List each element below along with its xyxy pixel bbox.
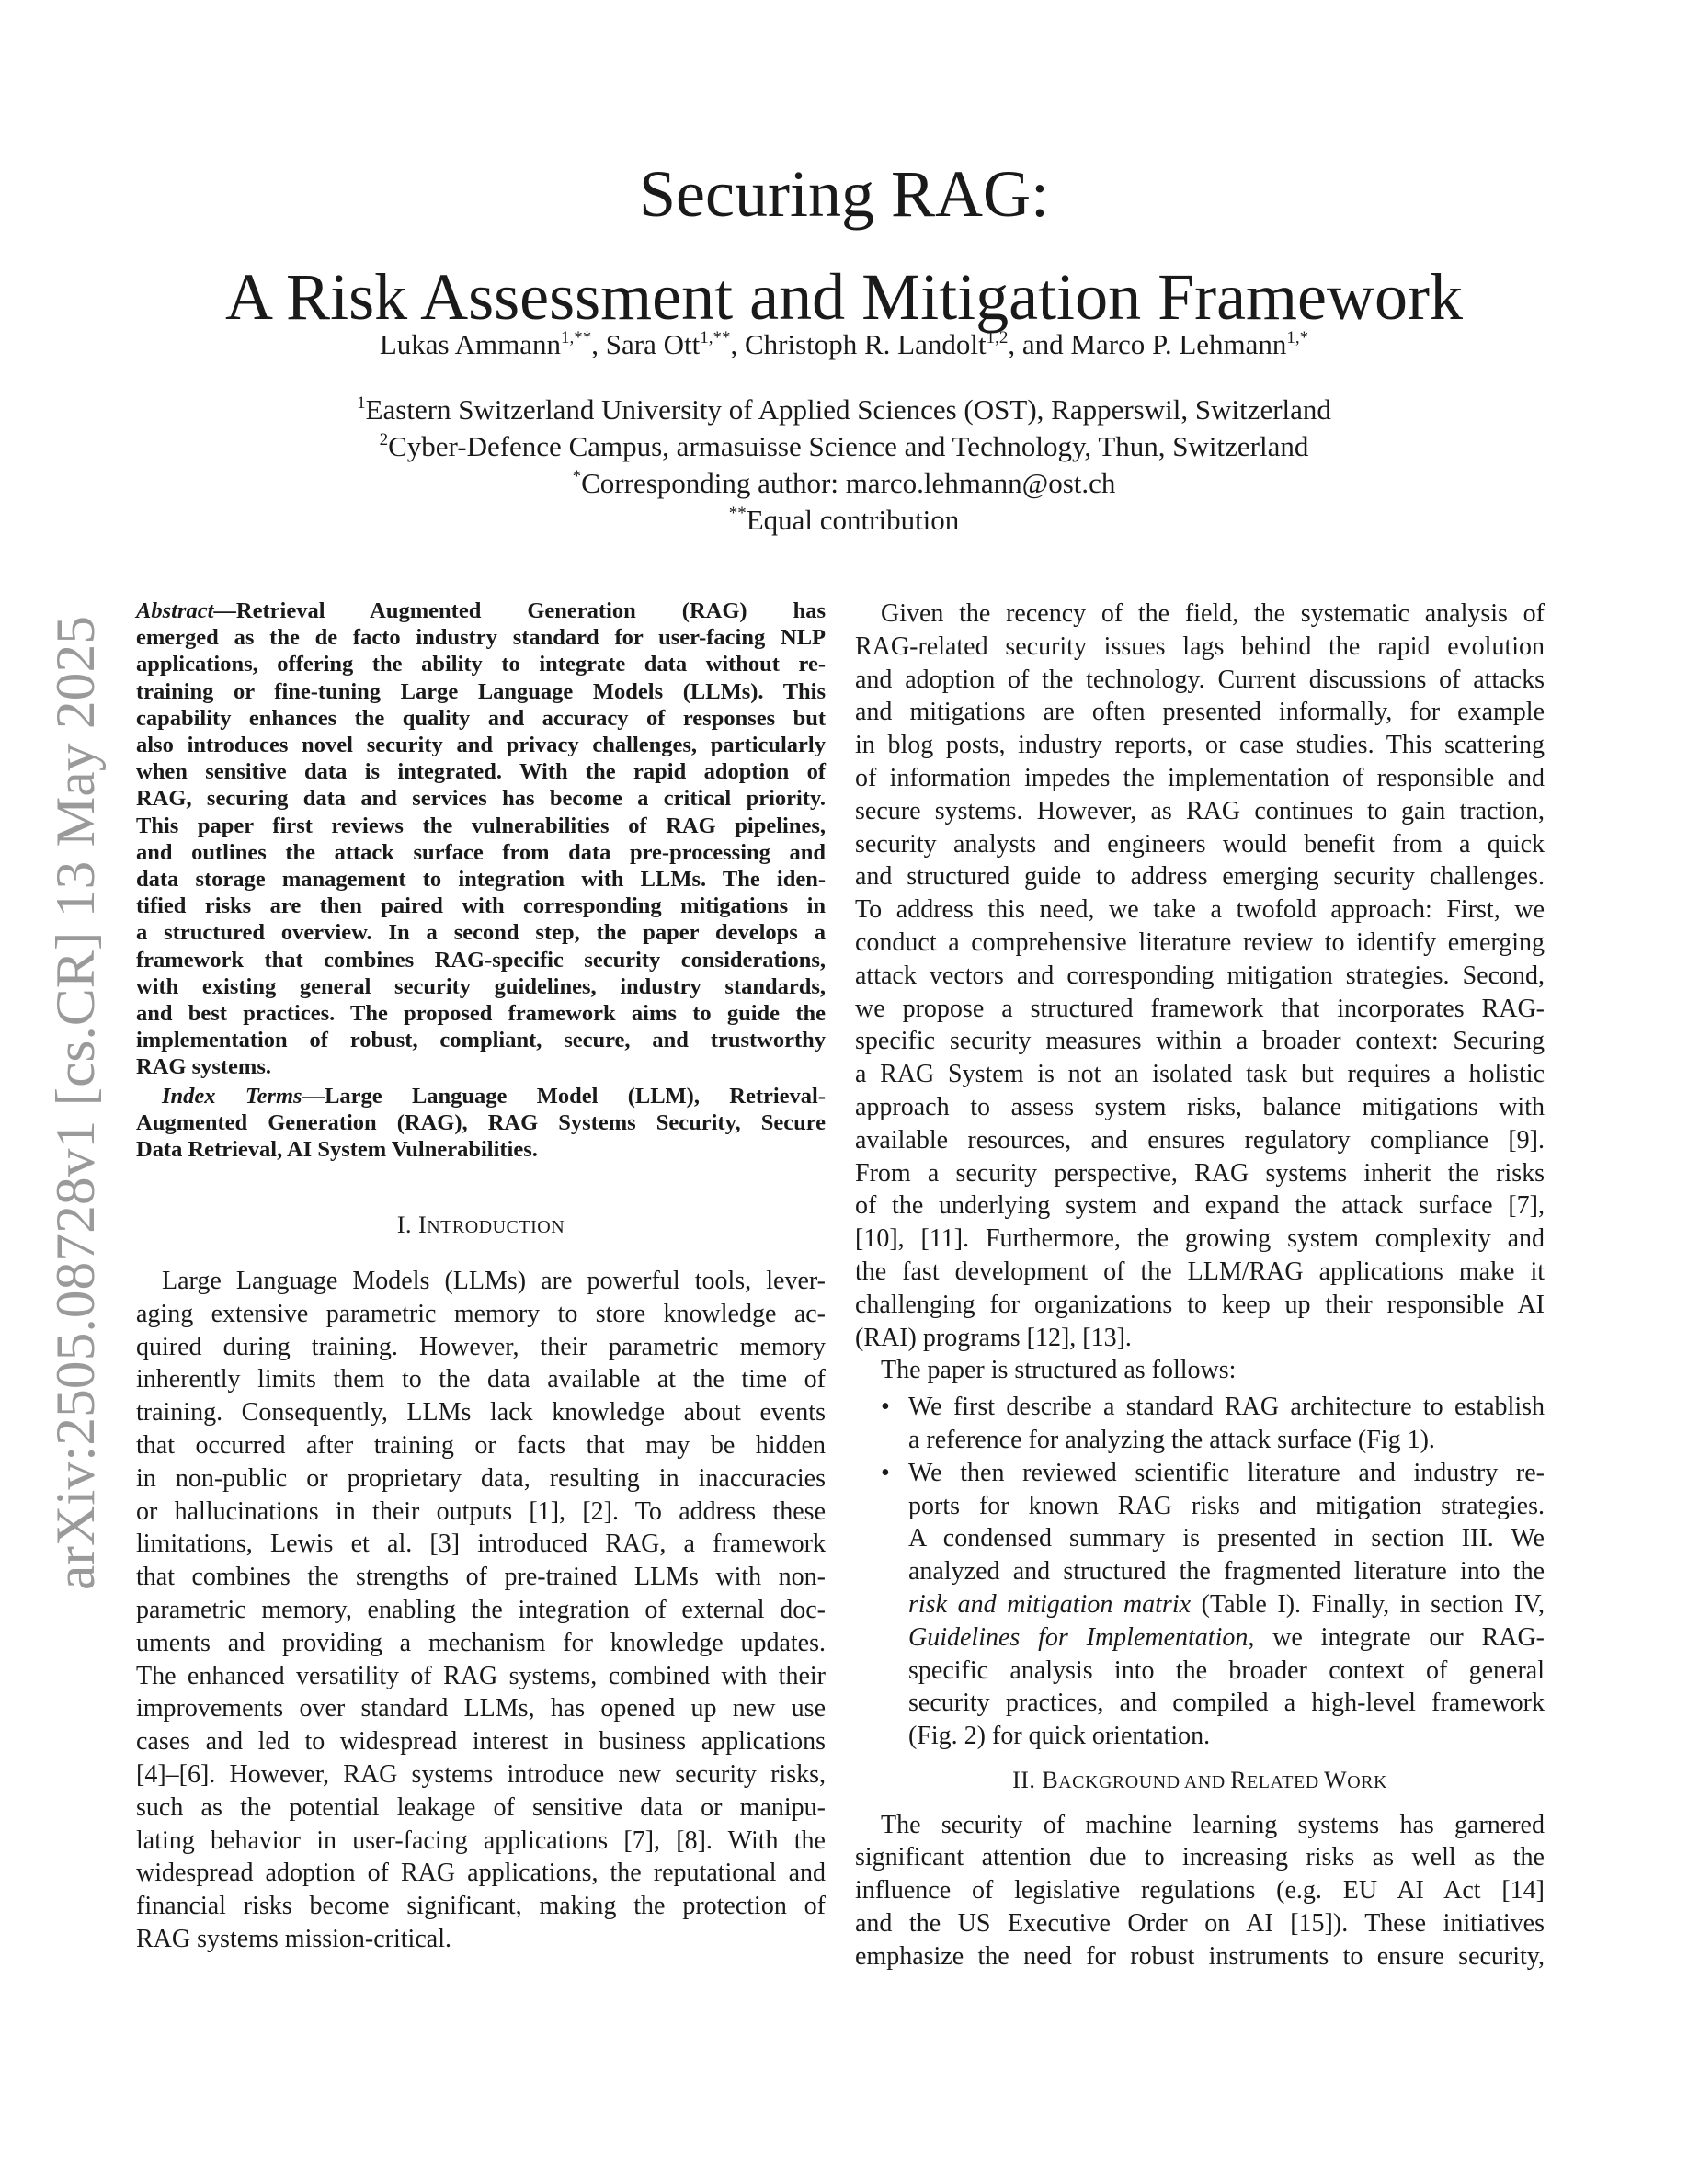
author-name: Lukas Ammann [379,328,562,360]
text-line: significant attention due to increasing risks as well as the [855,1843,1545,1872]
affiliation-line [0,428,1688,465]
abstract [136,597,826,1081]
author-affiliation-mark: 1,** [561,328,592,347]
text-line: training. Consequently, LLMs lack knowledge about events [136,1398,826,1428]
abstract-line: applications, offering the ability to integrate data without re- [136,652,826,677]
bullet-icon: • [881,1458,890,1487]
text-line: in blog posts, industry reports, or case studies. This scattering [855,731,1545,760]
text-line: challenging for organizations to keep up their responsible AI [855,1290,1545,1319]
text-line: (RAI) programs [12], [13]. [855,1323,1132,1352]
text-line: that combines the strengths of pre-trained LLMs with non- [136,1563,826,1592]
text-line: The security of machine learning systems has garnered [881,1810,1545,1839]
author-affiliation-mark: 1,* [1286,328,1309,347]
affiliation-mark: 1 [357,393,366,413]
text-line: Given the recency of the field, the systematic analysis of [881,599,1545,628]
abstract-line: RAG, securing data and services has become a critical priority. [136,786,826,812]
text-line: of information impedes the implementation of responsible and [855,763,1545,792]
abstract-line: training or fine-tuning Large Language Models (LLMs). This [136,678,826,704]
affiliation-line [0,392,1688,428]
text-line: The enhanced versatility of RAG systems, combined with their [136,1661,826,1690]
structure-intro-line: The paper is structured as follows: [881,1356,1237,1385]
abstract-line: and best practices. The proposed framework aims to guide the [136,1001,826,1027]
list-item [855,1391,1545,1457]
text-line: limitations, Lewis et al. [3] introduced RAG, a framework [136,1530,826,1559]
introduction-paragraph [136,1265,826,1956]
text-line: cases and led to widespread interest in business applications [136,1727,826,1757]
bullet-icon: • [881,1393,890,1422]
abstract-line: when sensitive data is integrated. With the rapid adoption of [136,759,826,785]
title-line-1: Securing RAG: [639,157,1049,231]
affiliation-mark: * [572,467,582,486]
author-affiliation-mark: 1,2 [986,328,1009,347]
abstract-line: also introduces novel security and privacy challenges, particularly [136,733,826,758]
text-line: We then reviewed scientific literature and industry re- [908,1458,1545,1487]
author-separator: , [730,328,745,360]
arxiv-stamp-text: arXiv:2505.08728v1 [cs.CR] 13 May 2025 [45,640,106,1590]
text-line: approach to assess system risks, balance mitigations with [855,1092,1545,1121]
index-terms-line: Index Terms—Large Language Model (LLM), Retrieval- [162,1083,826,1109]
text-line: widespread adoption of RAG applications, the reputational and [136,1859,826,1888]
text-line: [10], [11]. Furthermore, the growing system complexity and [855,1224,1545,1254]
text-line: a reference for analyzing the attack surface (Fig 1). [908,1425,1435,1454]
abstract-line: framework that combines RAG-specific security considerations, [136,947,826,973]
text-line: To address this need, we take a twofold approach: First, we [855,895,1545,925]
text-line: the fast development of the LLM/RAG applications make it [855,1257,1545,1286]
text-line: uments and providing a mechanism for knowledge updates. [136,1628,826,1657]
text-line: a RAG System is not an isolated task but requires a holistic [855,1060,1545,1089]
text-line: inherently limits them to the data available at the time of [136,1365,826,1394]
abstract-line: RAG systems. [136,1054,271,1080]
index-terms-line: Data Retrieval, AI System Vulnerabilities. [136,1137,538,1163]
contribution-list [855,1391,1545,1753]
title-line-2: A Risk Assessment and Mitigation Framework [225,260,1463,334]
arxiv-stamp [37,597,110,1590]
abstract-line: emerged as the de facto industry standard for user-facing NLP [136,625,826,651]
text-line: From a security perspective, RAG systems inherit the risks [855,1158,1545,1188]
abstract-line: implementation of robust, compliant, secure, and trustworthy [136,1028,826,1053]
text-line: and structured guide to address emerging security challenges. [855,862,1545,892]
index-terms [136,1083,826,1164]
text-line: parametric memory, enabling the integration of external doc- [136,1596,826,1625]
author-name: Sara Ott [605,328,701,360]
affiliation-text: Equal contribution [746,504,960,536]
left-column [136,597,826,1956]
text-line: influence of legislative regulations (e.g. EU AI Act [14] [855,1876,1545,1905]
affiliation-text: Eastern Switzerland University of Applied Sciences (OST), Rapperswil, Switzerland [365,393,1331,426]
author-list [0,328,1688,361]
text-line: specific analysis into the broader context of general [908,1655,1545,1685]
emphasis-term: Guidelines for Implementation [908,1622,1249,1652]
section-heading-introduction: I. INTRODUCTION [396,1211,565,1239]
text-line: conduct a comprehensive literature review to identify emerging [855,927,1545,957]
abstract-label: Abstract [136,598,214,623]
abstract-line: Abstract—Retrieval Augmented Generation (RAG) has [136,598,826,623]
text-line: and adoption of the technology. Current discussions of attacks [855,665,1545,694]
text-line: we propose a structured framework that incorporates RAG- [855,994,1545,1023]
text-line: specific security measures within a broader context: Securing [855,1027,1545,1056]
abstract-line: This paper first reviews the vulnerabilities of RAG pipelines, [136,813,826,838]
abstract-line: capability enhances the quality and accuracy of responses but [136,705,826,731]
emphasis-term: risk and mitigation matrix [908,1589,1192,1619]
paper-title [0,142,1688,348]
index-terms-label: Index Terms [162,1083,302,1109]
text-line: or hallucinations in their outputs [1], [2]. To address these [136,1496,826,1526]
text-line: secure systems. However, as RAG continues to gain traction, [855,796,1545,825]
text-line: A condensed summary is presented in section III. We [908,1524,1545,1553]
abstract-line: a structured overview. In a second step, the paper develops a [136,920,826,946]
abstract-line: with existing general security guidelines, industry standards, [136,973,826,999]
text-line: aging extensive parametric memory to store knowledge ac- [136,1299,826,1328]
text-line: and the US Executive Order on AI [15]). These initiatives [855,1909,1545,1939]
text-line: lating behavior in user-facing applications [7], [8]. With the [136,1826,826,1855]
text-line: Large Language Models (LLMs) are powerful tools, lever- [162,1267,826,1296]
affiliation-line [0,502,1688,539]
motivation-paragraph [855,597,1545,1354]
text-line: such as the potential leakage of sensitive data or manipu- [136,1792,826,1822]
text-line: quired during training. However, their parametric memory [136,1332,826,1361]
author-separator: , and [1008,328,1071,360]
affiliation-text: Cyber-Defence Campus, armasuisse Science and Technology, Thun, Switzerland [388,430,1309,462]
affiliation-line [0,465,1688,502]
background-paragraph [855,1809,1545,1974]
text-line: emphasize the need for robust instruments to ensure security, [855,1941,1545,1971]
text-line: RAG-related security issues lags behind the rapid evolution [855,631,1545,661]
text-line: of the underlying system and expand the attack surface [7], [855,1191,1545,1221]
abstract-line: tified risks are then paired with corresponding mitigations in [136,893,826,919]
text-line: security analysts and engineers would benefit from a quick [855,829,1545,859]
abstract-line: data storage management to integration with LLMs. The iden- [136,867,826,893]
index-terms-line: Augmented Generation (RAG), RAG Systems Security, Secure [136,1109,826,1135]
text-line: available resources, and ensures regulatory compliance [9]. [855,1125,1545,1155]
text-line: and mitigations are often presented informally, for example [855,698,1545,727]
abstract-line: and outlines the attack surface from data pre-processing and [136,839,826,865]
text-line: that occurred after training or facts that may be hidden [136,1431,826,1461]
author-name: Marco P. Lehmann [1070,328,1287,360]
affiliation-text: Corresponding author: marco.lehmann@ost.ch [581,467,1116,499]
affiliation-mark: 2 [379,430,389,449]
text-line: analyzed and structured the fragmented literature into the [908,1557,1545,1587]
text-line: improvements over standard LLMs, has opened up new use [136,1694,826,1723]
affiliations [0,392,1688,539]
affiliation-mark: ** [728,504,747,523]
text-line: risk and mitigation matrix (Table I). Finally, in section IV, [908,1589,1545,1619]
text-line: attack vectors and corresponding mitigation strategies. Second, [855,961,1545,990]
right-column [855,597,1545,1974]
text-line: security practices, and compiled a high-level framework [908,1689,1545,1718]
text-line: ports for known RAG risks and mitigation strategies. [908,1491,1545,1520]
text-line: We first describe a standard RAG architecture to establish [908,1393,1545,1422]
text-line: in non-public or proprietary data, resulting in inaccuracies [136,1463,826,1493]
section-heading-background: II. BACKGROUND AND RELATED WORK [1012,1766,1387,1793]
text-line: Guidelines for Implementation, we integrate our RAG- [908,1622,1545,1652]
text-line: RAG systems mission-critical. [136,1925,451,1953]
text-line: (Fig. 2) for quick orientation. [908,1722,1211,1751]
author-affiliation-mark: 1,** [700,328,731,347]
text-line: [4]–[6]. However, RAG systems introduce new security risks, [136,1760,826,1790]
author-separator: , [591,328,606,360]
author-name: Christoph R. Landolt [744,328,987,360]
list-item [855,1457,1545,1753]
text-line: financial risks become significant, making the protection of [136,1892,826,1921]
